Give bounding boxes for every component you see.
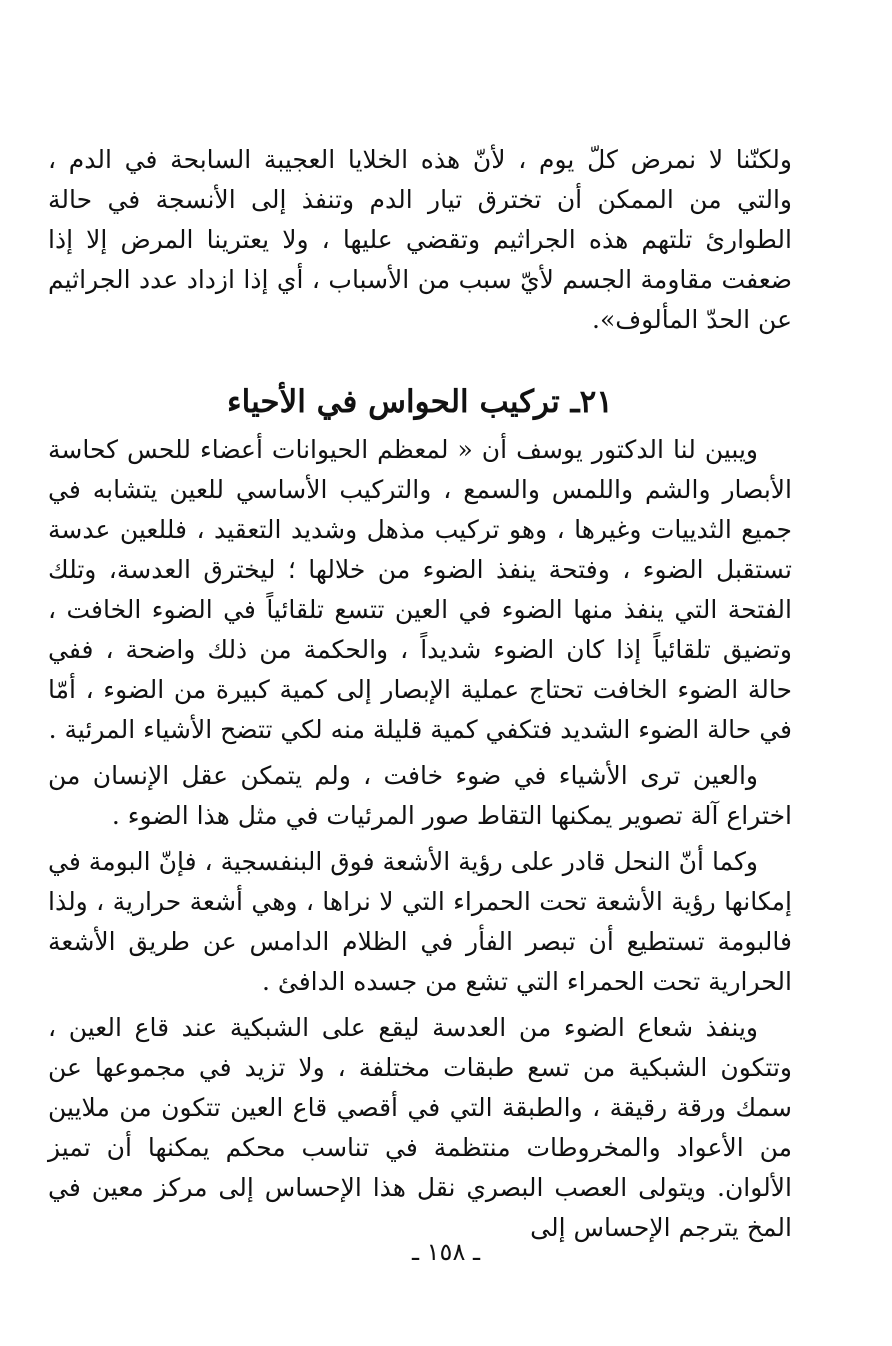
paragraph-retina: وينفذ شعاع الضوء من العدسة ليقع على الشبكية عند قاع العين ، وتتكون الشبكية من تسع طبقات مختلفة ، ولا تزيد في مجموعها عن سمك ورقة رقيقة ، والطبقة التي في أقصي قاع العين تتكون من ملايين من الأعواد والمخروطات منتظمة في تناسب محكم يمكنها أن تميز الألوان. ويتولى العصب البصري نقل هذا الإحساس إلى مركز معين في المخ يترجم الإحساس إلى — [48, 1013, 792, 1242]
paragraph-dim-light: والعين ترى الأشياء في ضوء خافت ، ولم يتمكن عقل الإنسان من اختراع آلة تصوير يمكنها التقاط صور المرئيات في مثل هذا الضوء . — [48, 761, 792, 830]
page-body — [48, 140, 792, 1254]
section-title: ٢١ـ تركيب الحواس في الأحياء — [227, 384, 613, 420]
page-number: ـ ١٥٨ ـ — [411, 1238, 480, 1266]
paragraph-continued: ولكنّنا لا نمرض كلّ يوم ، لأنّ هذه الخلايا العجيبة السابحة في الدم ، والتي من الممكن أن تخترق تيار الدم وتنفذ إلى الأنسجة في حالة الطوارئ تلتهم هذه الجراثيم وتقضي عليها ، ولا يعترينا المرض إلا إذا ضعفت مقاومة الجسم لأيّ سبب من الأسباب ، أي إذا ازداد عدد الجراثيم عن الحدّ المألوف». — [48, 145, 792, 334]
paragraph-eye-structure: ويبين لنا الدكتور يوسف أن « لمعظم الحيوانات أعضاء للحس كحاسة الأبصار والشم واللمس والسمع ، والتركيب الأساسي للعين يتشابه في جميع الثدييات وغيرها ، وهو تركيب مذهل وشديد التعقيد ، فللعين عدسة تستقبل الضوء ، وفتحة ينفذ الضوء من خلالها ؛ ليخترق العدسة، وتلك الفتحة التي ينفذ منها الضوء في العين تتسع تلقائياً في الضوء الخافت ، وتضيق تلقائياً إذا كان الضوء شديداً ، والحكمة من ذلك واضحة ، ففي حالة الضوء الخافت تحتاج عملية الإبصار إلى كمية كبيرة من الضوء ، أمّا في حالة الضوء الشديد فتكفي كمية قليلة منه لكي تتضح الأشياء المرئية . — [48, 435, 792, 744]
paragraph-owl-infrared: وكما أنّ النحل قادر على رؤية الأشعة فوق البنفسجية ، فإنّ البومة في إمكانها رؤية الأشعة تحت الحمراء التي لا نراها ، وهي أشعة حرارية ، ولذا فالبومة تستطيع أن تبصر الفأر في الظلام الدامس عن طريق الأشعة الحرارية تحت الحمراء التي تشع من جسده الدافئ . — [48, 847, 792, 996]
